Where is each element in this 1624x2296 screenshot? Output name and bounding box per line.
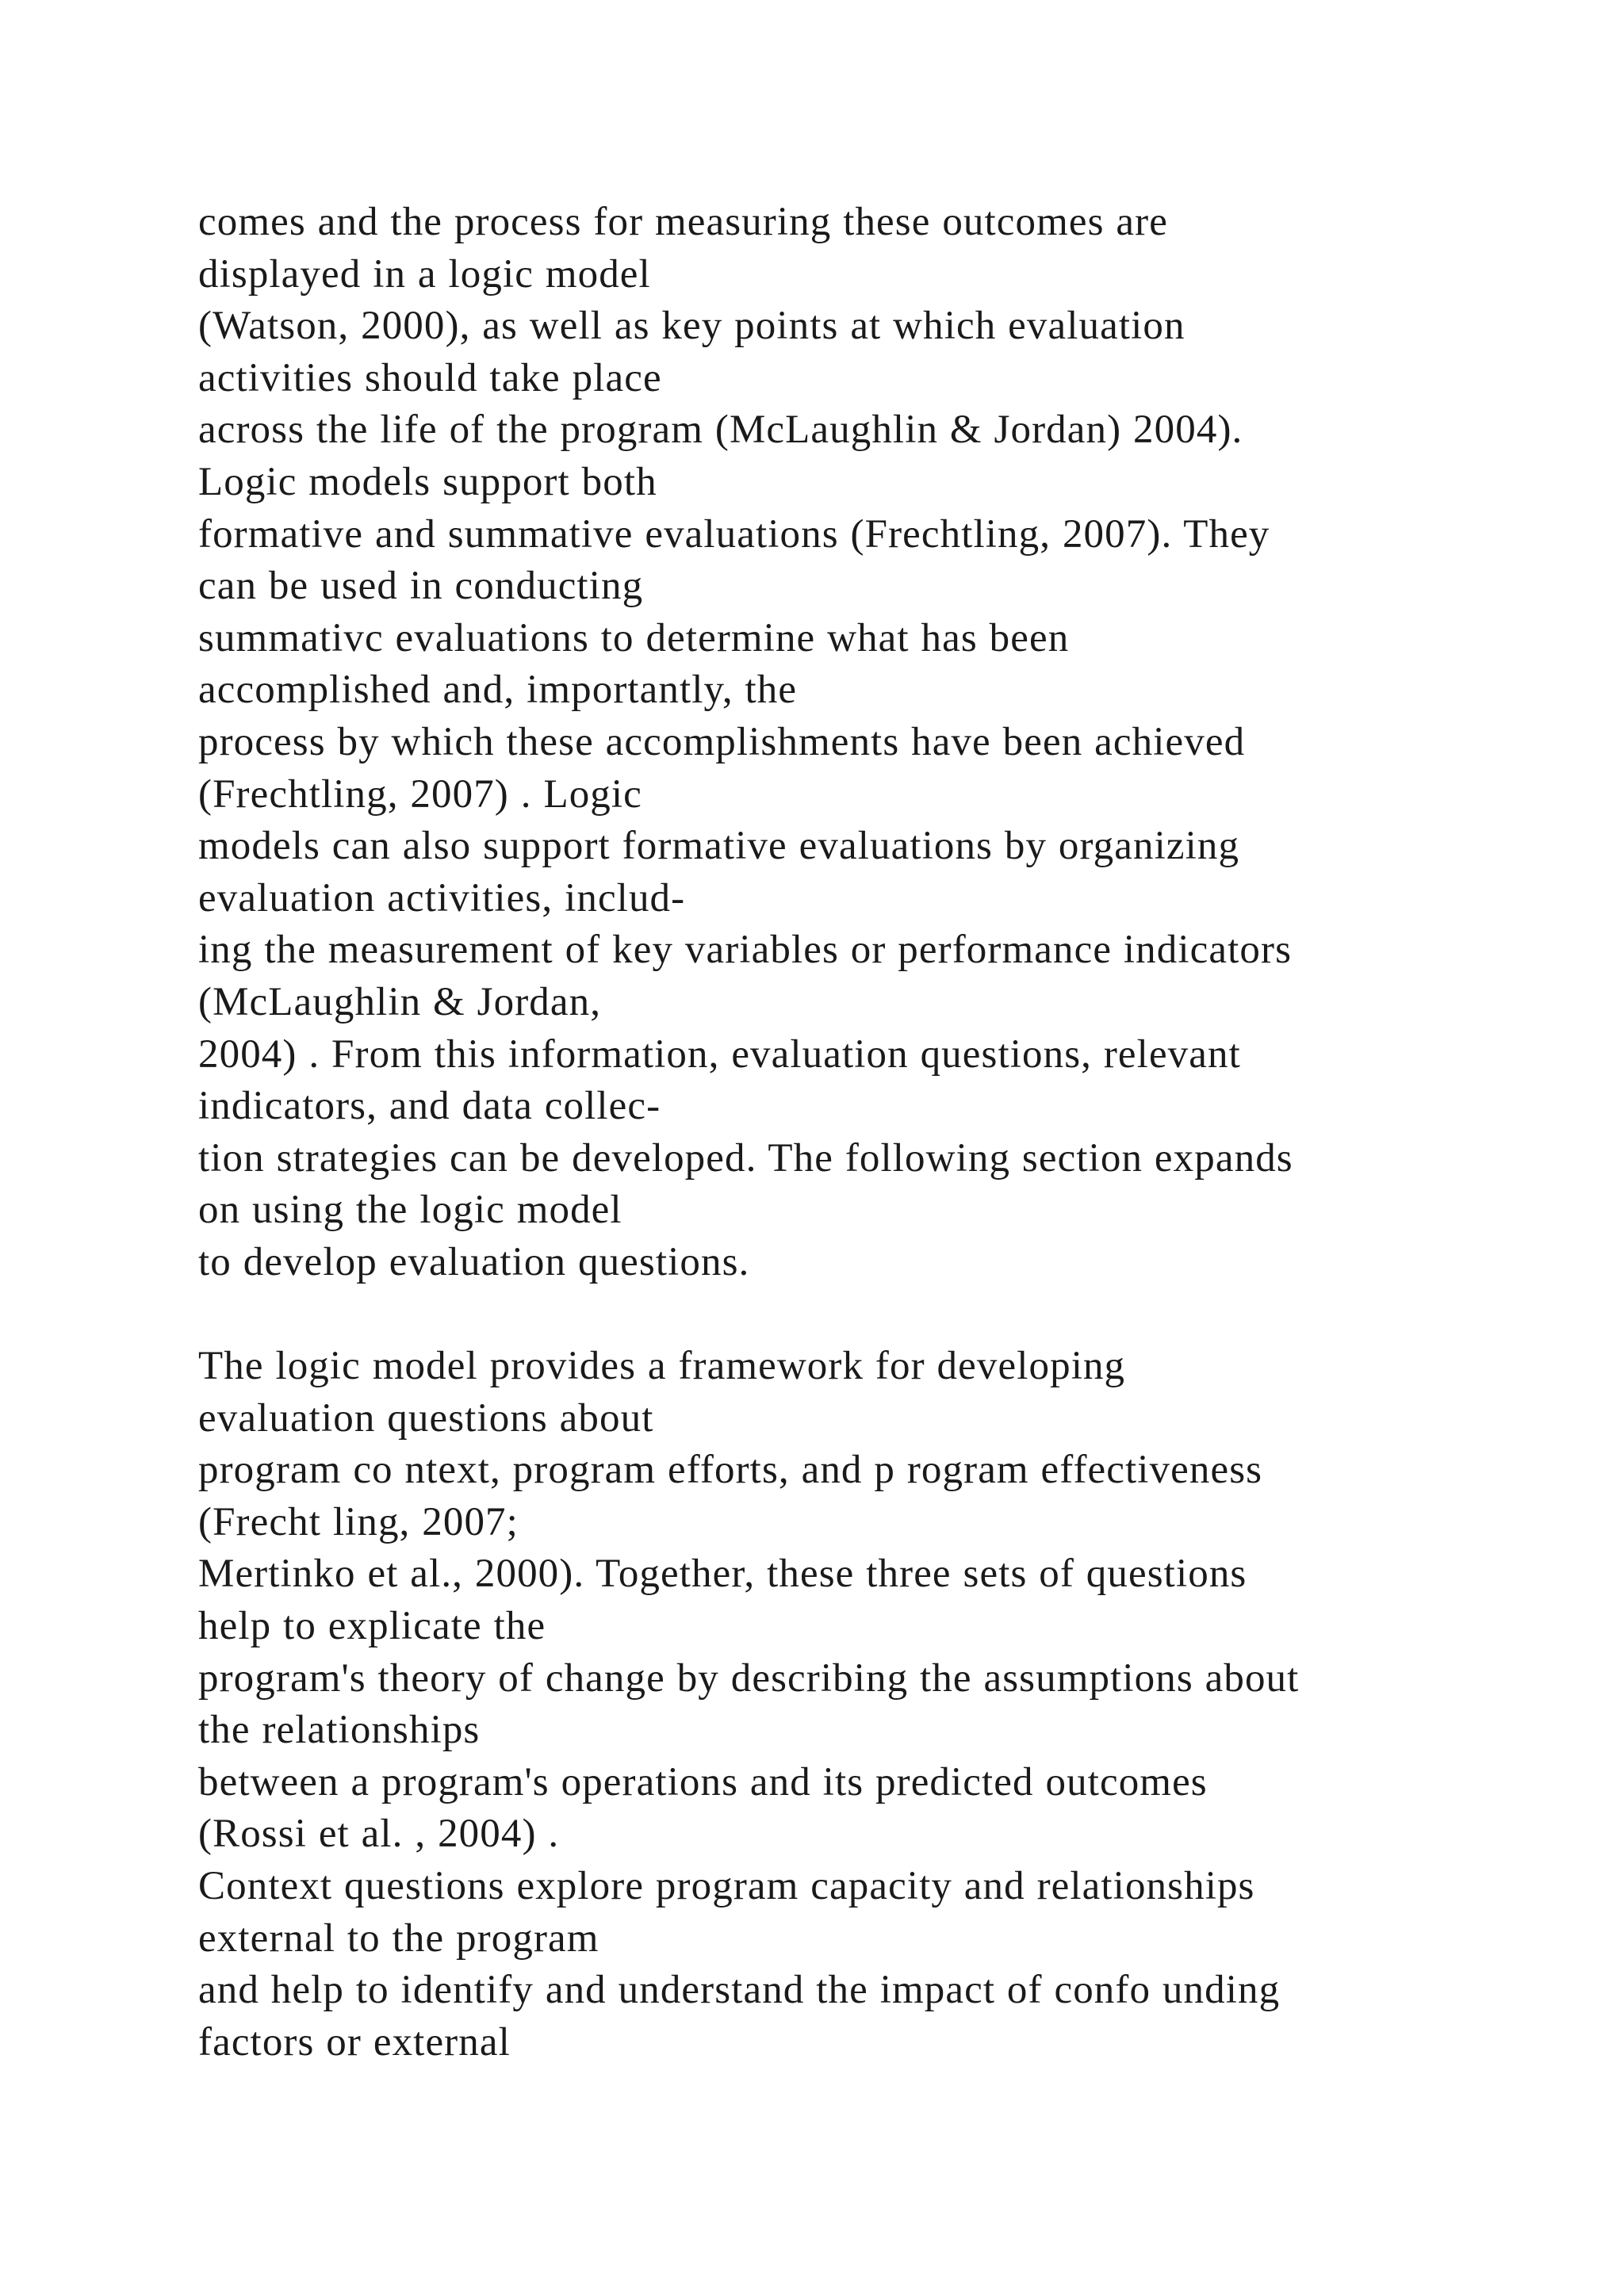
text-line: Mertinko et al., 2000). Together, these three sets of questions: [198, 1552, 1247, 1597]
text-line: tion strategies can be developed. The following section expands: [198, 1135, 1293, 1181]
text-line: indicators, and data collec-: [198, 1084, 661, 1129]
text-line: can be used in conducting: [198, 564, 644, 609]
text-line: help to explicate the: [198, 1603, 546, 1648]
text-line: evaluation questions about: [198, 1395, 654, 1441]
text-line: models can also support formative evaluations by organizing: [198, 824, 1240, 869]
text-line: 2004) . From this information, evaluation questions, relevant: [198, 1031, 1241, 1077]
text-line: summativc evaluations to determine what has been: [198, 615, 1070, 660]
text-line: The logic model provides a framework for developing: [198, 1344, 1126, 1388]
text-line: Context questions explore program capacity and relationships: [198, 1863, 1255, 1908]
text-line: Logic models support both: [198, 459, 657, 504]
text-line: (Frecht ling, 2007;: [198, 1499, 519, 1544]
text-line: ing the measurement of key variables or performance indicators: [198, 928, 1293, 973]
text-line: displayed in a logic model: [198, 251, 651, 297]
text-line: across the life of the program (McLaughlin & Jordan) 2004).: [198, 408, 1243, 453]
text-line: process by which these accomplishments have been achieved: [198, 719, 1246, 764]
text-line: to develop evaluation questions.: [198, 1239, 750, 1284]
text-line: on using the logic model: [198, 1188, 622, 1233]
text-line: factors or external: [198, 2019, 511, 2064]
text-line: comes and the process for measuring these outcomes are: [198, 200, 1168, 244]
text-line: activities should take place: [198, 355, 662, 400]
text-line: (Frechtling, 2007) . Logic: [198, 771, 642, 817]
text-line: and help to identify and understand the impact of confo unding: [198, 1968, 1281, 2013]
text-line: (McLaughlin & Jordan,: [198, 979, 602, 1024]
text-line: accomplished and, importantly, the: [198, 668, 798, 713]
text-line: the relationships: [198, 1708, 481, 1753]
paragraph-1: [198, 197, 1594, 1288]
text-line: program's theory of change by describing the assumptions about: [198, 1655, 1300, 1701]
text-line: (Watson, 2000), as well as key points at which evaluation: [198, 304, 1185, 349]
text-line: between a program's operations and its predicted outcomes: [198, 1759, 1208, 1804]
text-line: (Rossi et al. , 2004) .: [198, 1812, 560, 1857]
text-line: formative and summative evaluations (Frechtling, 2007). They: [198, 511, 1270, 557]
paragraph-2: [198, 1341, 1594, 2068]
text-line: evaluation activities, includ-: [198, 875, 686, 920]
text-line: external to the program: [198, 1915, 599, 1961]
text-line: program co ntext, program efforts, and p rogram effectiveness: [198, 1448, 1263, 1493]
